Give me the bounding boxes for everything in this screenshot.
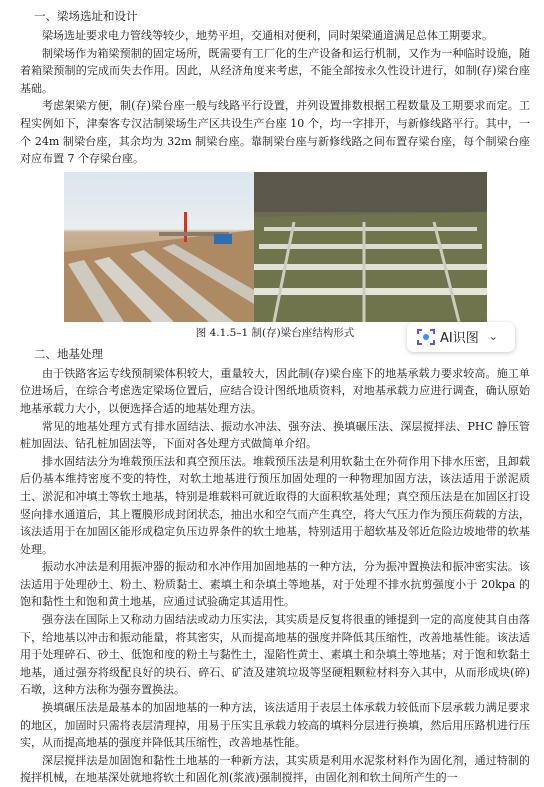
figure-caption: 图 4.1.5–1 制(存)梁台座结构形式	[195, 326, 355, 339]
paragraph: 考虑架梁方便，制(存)梁台座一般与线路平行设置，并列设置排数根据工程数量及工期要求而定。工程实例如下，津秦客专汉沽制梁场生产区共设生产台座 10 个，均一字排开，与新修线路平行。其中，一个 24m 制梁台座，其余均为 32m 制梁台座。靠制梁台座与新修线路之间布置存梁台座，每个制梁台座对应布置 7 个存梁台座。	[20, 99, 530, 166]
photo-left-illustration	[64, 172, 254, 322]
section-heading-site-selection: 一、梁场选址和设计	[34, 9, 138, 23]
photo-precast-yard-construction	[64, 172, 254, 322]
paragraph: 梁场选址要求电力管线等较少，地势平坦，交通相对便利，同时架梁通道满足总体工期要求。	[42, 29, 493, 42]
ai-scan-icon	[416, 328, 436, 346]
paragraph: 由于铁路客运专线预制梁体积较大，重量较大，因此制(存)梁台座下的地基承载力要求较高。施工单位进场后，在综合考虑选定梁场位置后，应结合设计图纸地质资料，对地基承载力应进行调查，确认原始地基承载力大小，以便选择合适的地基处理方法。	[20, 366, 530, 415]
section-heading-foundation: 二、地基处理	[34, 346, 103, 361]
ai-badge-label: AI识图	[440, 331, 479, 347]
paragraph: 制梁场作为箱梁预制的固定场所，既需要有工厂化的生产设备和运行机制，又作为一种临时设施，随着箱梁预制的完成而失去作用。因此，从经济角度来考虑，不能全部按永久性设计进行，如制(存)梁台座基础。	[20, 46, 530, 95]
photo-right-illustration	[254, 172, 487, 322]
paragraph: 换填碾压法是最基本的加固地基的一种方法，该法适用于表层土体承载力较低而下层承载力满足要求的地区，加固时只需将表层清理掉，用易于压实且承载力较高的填料分层进行换填，然后用压路机进行压实，从而提高地基的强度并降低其压缩性，改善地基性能。	[20, 701, 530, 750]
chevron-down-icon[interactable]: ⌄	[488, 330, 498, 344]
figure-photos	[20, 172, 530, 322]
paragraph: 强夯法在国际上又称动力固结法或动力压实法，其实质是反复将很重的锤提到一定的高度使其自由落下，给地基以冲击和振动能量，将其密实，从而提高地基的强度并降低其压缩性，改善地基性能。该法适用于处理碎石、砂土、低饱和度的粉土与黏性土，湿陷性黄土、素填土和杂填土等地基；对于饱和软黏土地基，通过强夯将级配良好的块石、碎石、矿渣及建筑垃圾等坚硬粗颗粒材料夯入其中，从而形成块(碎)石墩，这种方法称为强夯置换法。	[20, 613, 530, 697]
photo-storage-pedestals	[254, 172, 487, 322]
paragraph: 排水固结法分为堆载预压法和真空预压法。堆载预压法是利用软黏土在外荷作用下排水压密，且卸载后仍基本维持密度不变的特性，对软土地基进行预压加固处理的一种物理加固方法，该法适用于淤泥质土、淤泥和冲填土等软土地基，特别是堆载料可就近取得的大面积软基处理；真空预压法是在加固区打设竖向排水通道后，其上覆膜形成封闭状态，抽出水和空气而产生真空，将大气压力作为预压荷载的方法，该法适用于在加固区能形成稳定负压边界条件的软土地基，特别适用于超软基及邻近危险边坡地带的软基处理。	[20, 454, 530, 556]
ai-image-recognition-button[interactable]	[407, 322, 515, 352]
paragraph: 深层搅拌法是加固饱和黏性土地基的一种新方法，其实质是利用水泥浆材料作为固化剂，通过特制的搅拌机械，在地基深处就地将软土和固化剂(浆液)强制搅拌，由固化剂和软土间所产生的一	[20, 753, 530, 785]
paragraph: 振动水冲法是利用振冲器的振动和水冲作用加固地基的一种方法，分为振冲置换法和振冲密实法。该法适用于处理砂土、粉土、粉质黏土、素填土和杂填土等地基，对于处理不排水抗剪强度小于 20kpa 的饱和黏性土和饱和黄土地基，应通过试验确定其适用性。	[20, 560, 530, 609]
paragraph: 常见的地基处理方式有排水固结法、振动水冲法、强夯法、换填碾压法、深层搅拌法、PHC 静压管桩加固法、钻孔桩加固法等，下面对各处理方式做简单介绍。	[20, 419, 530, 451]
figure-caption-row	[20, 322, 530, 347]
